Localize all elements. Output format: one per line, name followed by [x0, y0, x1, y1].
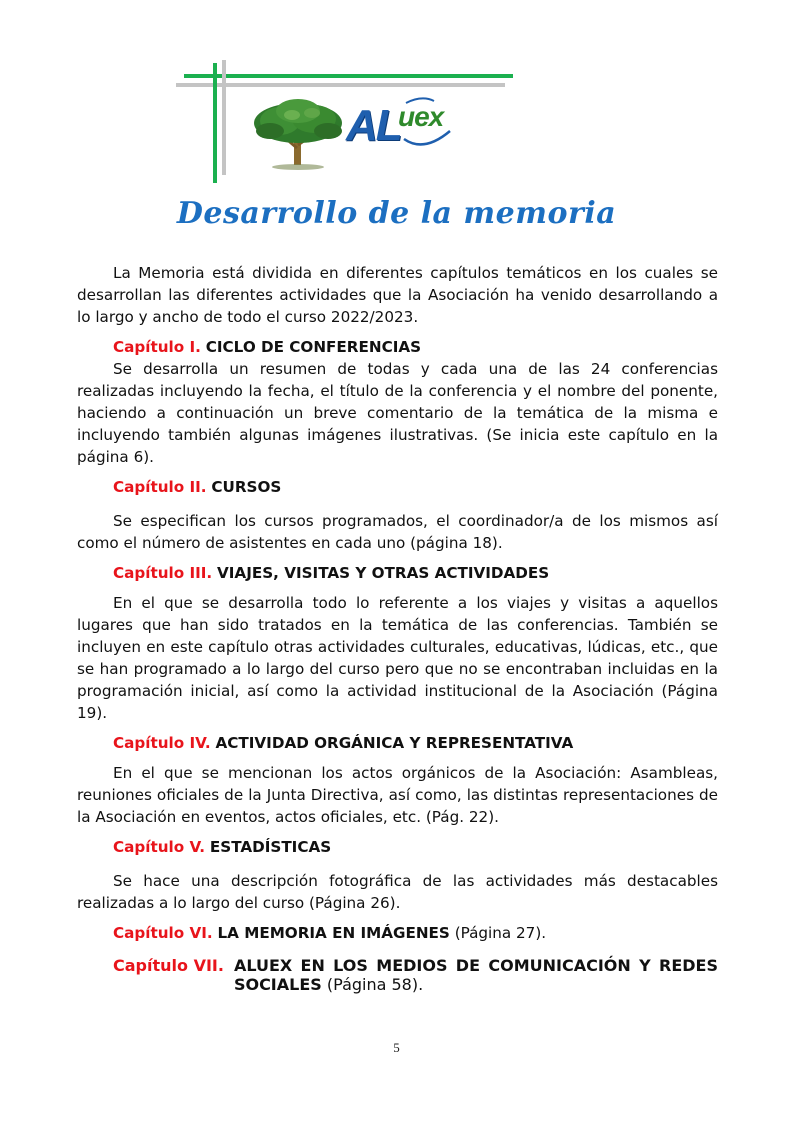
chapter-7-heading — [113, 956, 718, 994]
chapter-title: ACTIVIDAD ORGÁNICA Y REPRESENTATIVA — [215, 734, 574, 752]
chapter-label: Capítulo II. — [113, 478, 207, 496]
chapter-7-title-block — [234, 956, 718, 994]
aluex-logo — [250, 93, 480, 173]
chapter-2-description: Se especifican los cursos programados, el coordinador/a de los mismos así como el número de asistentes en cada uno (página 18). — [77, 512, 718, 552]
chapter-title: ALUEX EN LOS MEDIOS DE COMUNICACIÓN Y REDES SOCIALES — [233, 956, 718, 994]
chapter-label: Capítulo VII. — [113, 956, 224, 975]
chapter-title: CURSOS — [211, 478, 282, 496]
header-green-horizontal-line — [184, 74, 513, 78]
chapter-title: LA MEMORIA EN IMÁGENES — [217, 924, 450, 942]
chapter-label: Capítulo III. — [113, 564, 213, 582]
chapter-3-heading — [113, 562, 718, 584]
chapter-page-note: (Página 27). — [454, 924, 547, 942]
page-title: Desarrollo de la memoria — [176, 196, 617, 231]
chapter-2-heading — [113, 476, 718, 498]
document-body — [77, 262, 718, 994]
chapter-label: Capítulo IV. — [113, 734, 211, 752]
chapter-label: Capítulo V. — [113, 838, 206, 856]
chapter-4-description: En el que se mencionan los actos orgánicos de la Asociación: Asambleas, reuniones oficiales de la Junta Directiva, así como, las distintas representaciones de la Asociación en eventos, actos oficiales, etc. (Pág. 22). — [77, 764, 718, 826]
logo-text-uex: uex — [398, 101, 444, 132]
logo-text-al: AL — [346, 101, 401, 150]
chapter-page-note: (Página 58). — [326, 975, 424, 994]
chapter-6-heading — [113, 922, 718, 944]
intro-paragraph: La Memoria está dividida en diferentes capítulos temáticos en los cuales se desarrollan las diferentes actividades que la Asociación ha venido desarrollando a lo largo y ancho de todo el curso 2022/2023. — [77, 264, 718, 326]
header-gray-vertical-line — [222, 60, 226, 175]
logo-wordmark — [346, 101, 444, 151]
chapter-label: Capítulo I. — [113, 338, 201, 356]
chapter-5-description: Se hace una descripción fotográfica de las actividades más destacables realizadas a lo largo del curso (Página 26). — [77, 872, 718, 912]
chapter-1-description: Se desarrolla un resumen de todas y cada una de las 24 conferencias realizadas incluyendo la fecha, el título de la conferencia y el nombre del ponente, haciendo a continuación un breve comentario de la temática de la misma e incluyendo también algunas imágenes ilustrativas. (Se inicia este capítulo en la página 6). — [77, 360, 718, 466]
oak-tree-icon — [250, 93, 350, 173]
chapter-title: VIAJES, VISITAS Y OTRAS ACTIVIDADES — [217, 564, 550, 582]
chapter-4-heading — [113, 732, 718, 754]
chapter-5-heading — [113, 836, 718, 858]
chapter-3-description: En el que se desarrolla todo lo referente a los viajes y visitas a aquellos lugares que han sido tratados en la temática de las conferencias. También se incluyen en este capítulo otras actividades culturales, educativas, lúdicas, etc., que se han programado a lo largo del curso pero que no se encontraban incluidas en la programación inicial, así como la actividad institucional de la Asociación (Página 19). — [77, 594, 718, 722]
chapter-1-heading — [113, 336, 718, 358]
chapter-label: Capítulo VI. — [113, 924, 213, 942]
page-number: 5 — [393, 1040, 400, 1055]
chapter-title: ESTADÍSTICAS — [209, 838, 332, 856]
chapter-title: CICLO DE CONFERENCIAS — [205, 338, 422, 356]
header-green-vertical-line — [213, 63, 217, 183]
logo-swoosh-icon — [376, 95, 456, 155]
